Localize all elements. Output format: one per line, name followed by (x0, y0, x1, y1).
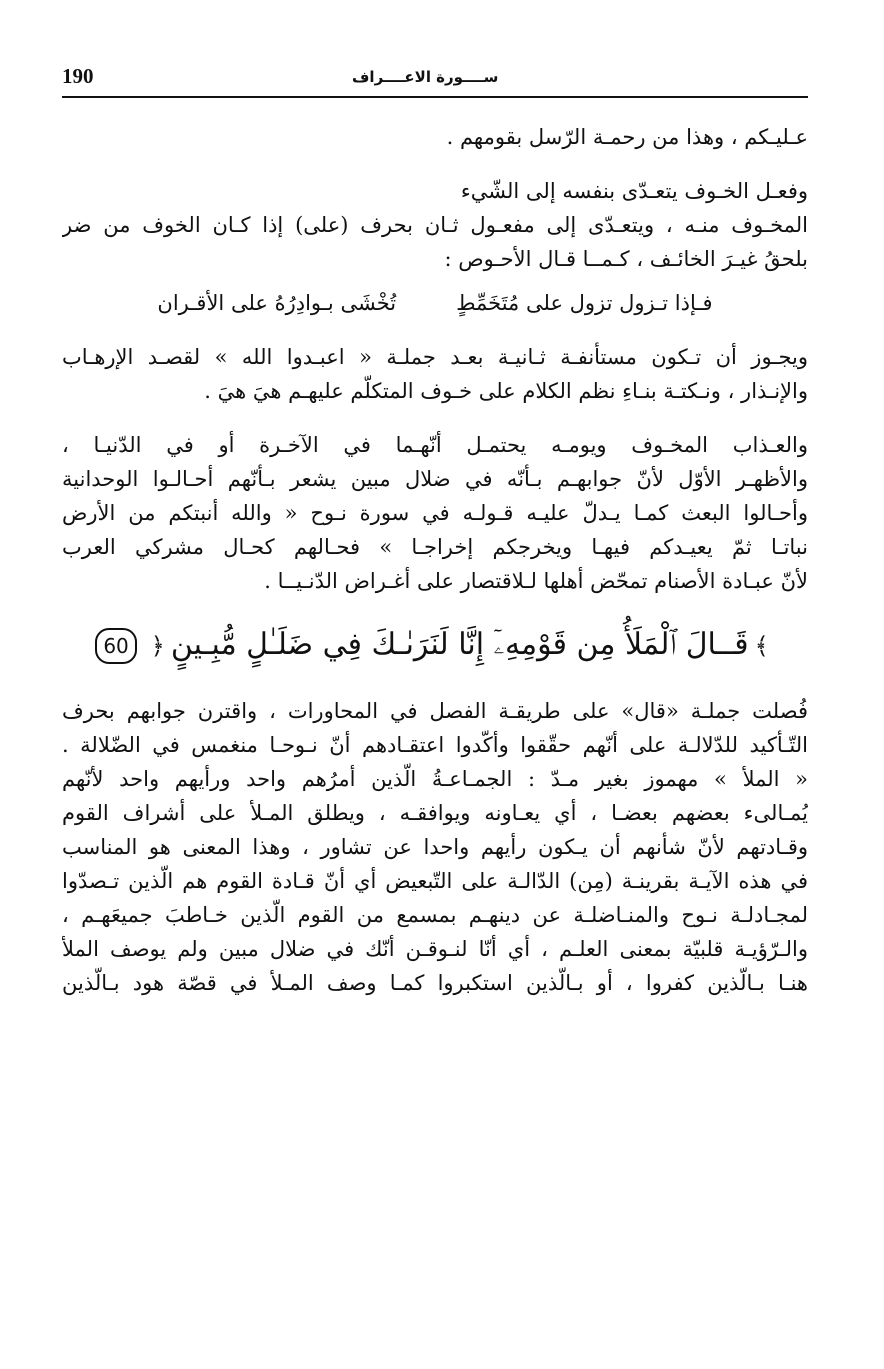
text-line: عـليـكم ، وهذا من رحمـة الرّسل بقومهم . (446, 125, 808, 149)
quran-verse (62, 612, 808, 678)
text-line: بلحقُ غيـرَ الخائـف ، كـمــا قـال الأحـوص : (444, 247, 808, 271)
poetry-verse (62, 286, 808, 320)
text-line: والـرّؤيـة قلبيّة بمعنى العلـم ، أي أنّا لنـوقـن أنّك في ضلال مبين ولم يوصف الملأ (62, 937, 808, 961)
text-line: يُمـالىء بعضهم بعضـا ، أي يعـاونه ويوافقـه ، ويطلق المـلأ على أشراف القوم (62, 801, 808, 825)
text-line: والعـذاب المخـوف ويومـه يحتمـل أنّهـما في الآخـرة أو في الدّنيـا ، (62, 433, 808, 457)
ornament-bracket-close-icon: ﴿ (150, 632, 165, 660)
body-text (62, 120, 808, 1000)
text-line: والإنـذار ، ونـكتـة بنـاءِ نظم الكلام على خـوف المتكلّم عليهـم هيَ هيَ . (204, 379, 808, 403)
text-line: لمجـادلـة نـوح والمنـاضلـة عن دينهـم بمسمع من القوم الّذين خـاطبَ جميعَهـم ، (62, 903, 808, 927)
header-rule (62, 96, 808, 98)
text-line: « الملأ » مهموز بغير مـدّ : الجمـاعـةُ الّذين أمرُهم واحد ورأيهم واحد لأنّهم (62, 767, 808, 791)
text-line: وفعـل الخـوف يتعـدّى بنفسه إلى الشّيء (460, 179, 808, 203)
surah-title: ســــورة الاعــــراف (352, 68, 499, 86)
ornament-bracket-open-icon: ﴾ (754, 632, 769, 660)
ayah-number: 60 (95, 628, 136, 664)
text-line: وقـادتهم لأنّ شأنهم أن يـكون رأيهم واحدا عن تشاور ، وهذا المعنى هو المناسب (62, 835, 808, 859)
text-line: وأحـالوا البعث كمـا يـدلّ عليـه قـولـه في سورة نـوح « والله أنبتكم من الأرض (62, 501, 808, 525)
quran-verse-text: قَــالَ ٱلْمَلَأُ مِن قَوْمِهِۦٓ إِنَّا لَنَرَىٰـكَ فِي ضَلَـٰلٍ مُّبِـينٍ (170, 627, 749, 662)
text-line: ويجـوز أن تـكون مستأنفـة ثـانيـة بعـد جملـة « اعبـدوا الله » لقصـد الإرهـاب (62, 345, 808, 369)
text-line: المخـوف منـه ، ويتعـدّى إلى مفعـول ثـان بحرف (على) إذا كـان الخوف من ضر (62, 213, 808, 237)
text-line: فُصلت جملـة «قال» على طريقـة الفصل في المحاورات ، واقترن جوابهم بحرف (62, 699, 808, 723)
text-line: لأنّ عبـادة الأصنام تمحّض أهلها لـلاقتصار على أغـراض الدّنـيــا . (264, 569, 808, 593)
verse-hemistich-first: فـإذا تـزول تزول على مُتَخَمِّطٍ (456, 291, 713, 315)
page-header (62, 58, 808, 98)
verse-hemistich-second: تُخْشَى بـوادِرُهُ على الأقـران (157, 291, 397, 315)
text-line: في هذه الآيـة بقرينـة (مِن) الدّالـة على التّبعيض أي أنّ قـادة القوم هم الّذين تـصدّوا (62, 869, 808, 893)
text-line: نباتـا ثمّ يعيـدكم فيهـا ويخرجكم إخراجـا » فحـالهم كحـال مشركي العرب (62, 535, 808, 559)
text-line: هنـا بـالّذين كفروا ، أو بـالّذين استكبروا كمـا وصف المـلأ في قصّة هود بـالّذين (62, 971, 808, 995)
page-number: 190 (62, 64, 94, 88)
text-line: والأظهـر الأوّل لأنّ جوابهـم بـأنّه في ضلال مبين يشعر بـأنّهم أحـالـوا الوحدانية (62, 467, 808, 491)
text-line: التّـأكيد للدّلالـة على أنّهم حقّقوا وأكّدوا اعتقـادهم أنّ نـوحـا منغمس في الضّلالة . (62, 733, 808, 757)
